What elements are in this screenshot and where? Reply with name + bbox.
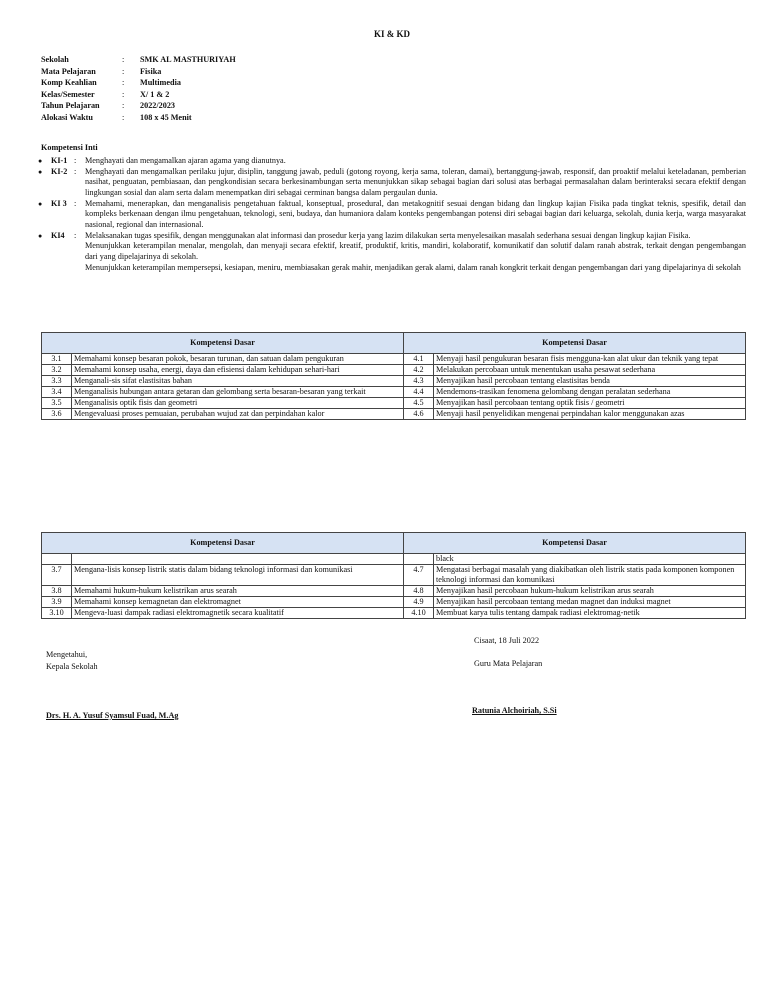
kd-number bbox=[42, 554, 72, 565]
bullet-icon: ● bbox=[38, 167, 43, 176]
kd-number: 3.6 bbox=[42, 409, 72, 420]
identity-colon: : bbox=[122, 101, 125, 110]
kd-text: Memahami konsep kemagnetan dan elektromagnet bbox=[72, 597, 404, 608]
kd-text: Menyajikan hasil percobaan hukum-hukum kelistrikan arus searah bbox=[434, 586, 746, 597]
ki-colon: : bbox=[74, 156, 77, 165]
kd-text: Menyaji hasil penyelidikan mengenai perpindahan kalor menggunakan azas bbox=[434, 409, 746, 420]
kd-number: 3.10 bbox=[42, 608, 72, 619]
place-date: Cisaat, 18 Juli 2022 bbox=[474, 636, 540, 645]
kd-row bbox=[42, 387, 746, 398]
kd-row bbox=[42, 354, 746, 365]
kd-number: 4.1 bbox=[404, 354, 434, 365]
kd-text: Menganali-sis sifat elastisitas bahan bbox=[72, 376, 404, 387]
kd-text: Mengana-lisis konsep listrik statis dalam bidang teknologi informasi dan komunikasi bbox=[72, 565, 404, 586]
kd-header-right: Kompetensi Dasar bbox=[404, 533, 746, 554]
identity-value: X/ 1 & 2 bbox=[140, 89, 170, 99]
kd-header-left: Kompetensi Dasar bbox=[42, 533, 404, 554]
kd-row bbox=[42, 586, 746, 597]
kd-text: Memahami konsep besaran pokok, besaran turunan, dan satuan dalam pengukuran bbox=[72, 354, 404, 365]
kd-number: 3.4 bbox=[42, 387, 72, 398]
kd-text: black bbox=[434, 554, 746, 565]
kd-table-2 bbox=[41, 532, 746, 619]
kd-text: Menyajikan hasil percobaan tentang medan magnet dan induksi magnet bbox=[434, 597, 746, 608]
identity-colon: : bbox=[122, 55, 125, 64]
identity-key: Mata Pelajaran bbox=[41, 66, 96, 76]
kd-row bbox=[42, 608, 746, 619]
kd-text: Menganalisis optik fisis dan geometri bbox=[72, 398, 404, 409]
teacher-name: Ratunia Alchoiriah, S.Si bbox=[472, 706, 557, 715]
kd-row bbox=[42, 597, 746, 608]
identity-row bbox=[41, 67, 236, 79]
ki-text-block bbox=[85, 231, 746, 274]
ki-heading: Kompetensi Inti bbox=[41, 143, 98, 152]
kd-text: Mendemons-trasikan fenomena gelombang dengan peralatan sederhana bbox=[434, 387, 746, 398]
kd-text: Menyajikan hasil percobaan tentang optik fisis / geometri bbox=[434, 398, 746, 409]
bullet-icon: ● bbox=[38, 231, 43, 240]
ki-item bbox=[38, 199, 746, 231]
identity-table bbox=[41, 55, 236, 124]
identity-row bbox=[41, 78, 236, 90]
ki-text-block bbox=[85, 199, 746, 231]
identity-colon: : bbox=[122, 89, 125, 99]
kd-number bbox=[404, 554, 434, 565]
kd-text: Menganalisis hubungan antara getaran dan gelombang serta besaran-besaran yang terkait bbox=[72, 387, 404, 398]
ki-colon: : bbox=[74, 198, 77, 208]
identity-value: Fisika bbox=[140, 66, 162, 76]
identity-key: Komp Keahlian bbox=[41, 78, 97, 87]
kd-number: 3.5 bbox=[42, 398, 72, 409]
ki-code: KI4 bbox=[51, 230, 65, 240]
kd-row bbox=[42, 398, 746, 409]
ki-text: Menghayati dan mengamalkan perilaku jujur, disiplin, tanggung jawab, peduli (gotong royong, kerja sama, toleran, damai), bertanggung-jawab, responsif, dan proaktif melalui keteladanan, pemberian nasihat, penguatan, pembiasaan, dan pengkondisian secara berkesinambungan serta menunjukkan sikap sebagai bagian dari solusi atas berbagai permasalahan dalam berinteraksi secara efektif dengan lingkungan sosial dan alam serta dalam menempatkan diri sebagai cerminan bangsa dalam pergaulan dunia. bbox=[85, 166, 746, 197]
ki-colon: : bbox=[74, 230, 77, 240]
kd-text: Melakukan percobaan untuk menentukan usaha pesawat sederhana bbox=[434, 365, 746, 376]
bullet-icon: ● bbox=[38, 199, 43, 208]
kd-number: 3.2 bbox=[42, 365, 72, 376]
kd-number: 4.5 bbox=[404, 398, 434, 409]
kd-row bbox=[42, 565, 746, 586]
document-title: KI & KD bbox=[374, 29, 410, 39]
identity-value: Multimedia bbox=[140, 78, 181, 87]
kd-number: 4.7 bbox=[404, 565, 434, 586]
ki-text-block bbox=[85, 167, 746, 199]
identity-value: 2022/2023 bbox=[140, 101, 176, 110]
ki-item bbox=[38, 156, 746, 167]
kd-number: 4.4 bbox=[404, 387, 434, 398]
kd-text: Mengeva-luasi dampak radiasi elektromagnetik secara kualitatif bbox=[72, 608, 404, 619]
kd-number: 4.6 bbox=[404, 409, 434, 420]
principal-name: Drs. H. A. Yusuf Syamsul Fuad, M.Ag bbox=[46, 711, 179, 720]
kd-row bbox=[42, 376, 746, 387]
identity-value: SMK AL MASTHURIYAH bbox=[140, 55, 236, 64]
teacher-role: Guru Mata Pelajaran bbox=[474, 659, 543, 668]
bullet-icon: ● bbox=[38, 157, 43, 165]
kd-number: 4.2 bbox=[404, 365, 434, 376]
kd-table-1 bbox=[41, 332, 746, 420]
identity-value: 108 x 45 Menit bbox=[140, 112, 192, 122]
ki-text-extra: Menunjukkan keterampilan menalar, mengolah, dan menyaji secara efektif, kreatif, produktif, kritis, mandiri, kolaboratif, komunikatif dan solutif dalam ranah abstrak, terkait dengan pengembangan dari yang dipelajarinya di sekolah. bbox=[85, 241, 746, 261]
kd-text: Memahami hukum-hukum kelistrikan arus searah bbox=[72, 586, 404, 597]
kd-row bbox=[42, 365, 746, 376]
identity-row bbox=[41, 90, 236, 102]
kd-text bbox=[72, 554, 404, 565]
principal-role: Kepala Sekolah bbox=[46, 662, 98, 671]
kd-number: 3.3 bbox=[42, 376, 72, 387]
ki-list bbox=[38, 156, 746, 273]
ki-text-block bbox=[85, 156, 746, 167]
identity-key: Sekolah bbox=[41, 55, 69, 64]
kd-number: 3.9 bbox=[42, 597, 72, 608]
kd-header-left: Kompetensi Dasar bbox=[42, 333, 404, 354]
kd-text: Mengatasi berbagai masalah yang diakibatkan oleh listrik statis pada komponen komponen teknologi informasi dan komunikasi bbox=[434, 565, 746, 586]
ki-colon: : bbox=[74, 166, 77, 176]
kd-text: Menyajikan hasil percobaan tentang elastisitas benda bbox=[434, 376, 746, 387]
kd-text: Memahami konsep usaha, energi, daya dan efisiensi dalam kehidupan sehari-hari bbox=[72, 365, 404, 376]
identity-row bbox=[41, 101, 236, 113]
identity-key: Kelas/Semester bbox=[41, 89, 95, 99]
kd-number: 3.1 bbox=[42, 354, 72, 365]
kd-row bbox=[42, 554, 746, 565]
kd-number: 4.9 bbox=[404, 597, 434, 608]
ki-code: KI-2 bbox=[51, 166, 68, 176]
ki-text: Menghayati dan mengamalkan ajaran agama yang dianutnya. bbox=[85, 156, 286, 165]
identity-row bbox=[41, 113, 236, 125]
kd-number: 3.8 bbox=[42, 586, 72, 597]
identity-key: Alokasi Waktu bbox=[41, 112, 93, 122]
acknowledged-label: Mengetahui, bbox=[46, 650, 88, 659]
ki-code: KI-1 bbox=[51, 156, 68, 165]
ki-text: Memahami, menerapkan, dan menganalisis pengetahuan faktual, konseptual, prosedural, dan metakognitif sesuai dengan bidang dan lingkup kajian Fisika pada tingkat teknis, spesifik, detail dan kompleks berkenaan dengan ilmu pengetahuan, teknologi, seni, budaya, dan humaniora dalam konteks pengembangan potensi diri sebagai bagian dari keluarga, sekolah, dunia kerja, warga masyarakat nasional, regional dan internasional. bbox=[85, 198, 746, 229]
ki-item bbox=[38, 167, 746, 199]
kd-text: Menyaji hasil pengukuran besaran fisis mengguna-kan alat ukur dan teknik yang tepat bbox=[434, 354, 746, 365]
kd-number: 4.8 bbox=[404, 586, 434, 597]
kd-number: 3.7 bbox=[42, 565, 72, 586]
identity-key: Tahun Pelajaran bbox=[41, 101, 100, 110]
identity-colon: : bbox=[122, 78, 125, 87]
ki-code: KI 3 bbox=[51, 198, 67, 208]
kd-text: Mengevaluasi proses pemuaian, perubahan wujud zat dan perpindahan kalor bbox=[72, 409, 404, 420]
kd-header-right: Kompetensi Dasar bbox=[404, 333, 746, 354]
identity-colon: : bbox=[122, 112, 125, 122]
ki-text-extra: Menunjukkan keterampilan mempersepsi, kesiapan, meniru, membiasakan gerak mahir, menjadikan gerak alami, dalam ranah kongkrit terkait dengan pengembangan dari yang dipelajarinya di sekolah bbox=[85, 262, 741, 272]
ki-text: Melaksanakan tugas spesifik, dengan menggunakan alat informasi dan prosedur kerja yang lazim dilakukan serta menyelesaikan masalah sederhana sesuai dengan lingkup kajian Fisika. bbox=[85, 230, 691, 240]
kd-number: 4.3 bbox=[404, 376, 434, 387]
kd-number: 4.10 bbox=[404, 608, 434, 619]
kd-text: Membuat karya tulis tentang dampak radiasi elektromag-netik bbox=[434, 608, 746, 619]
identity-colon: : bbox=[122, 66, 125, 76]
identity-row bbox=[41, 55, 236, 67]
kd-row bbox=[42, 409, 746, 420]
ki-item bbox=[38, 231, 746, 274]
